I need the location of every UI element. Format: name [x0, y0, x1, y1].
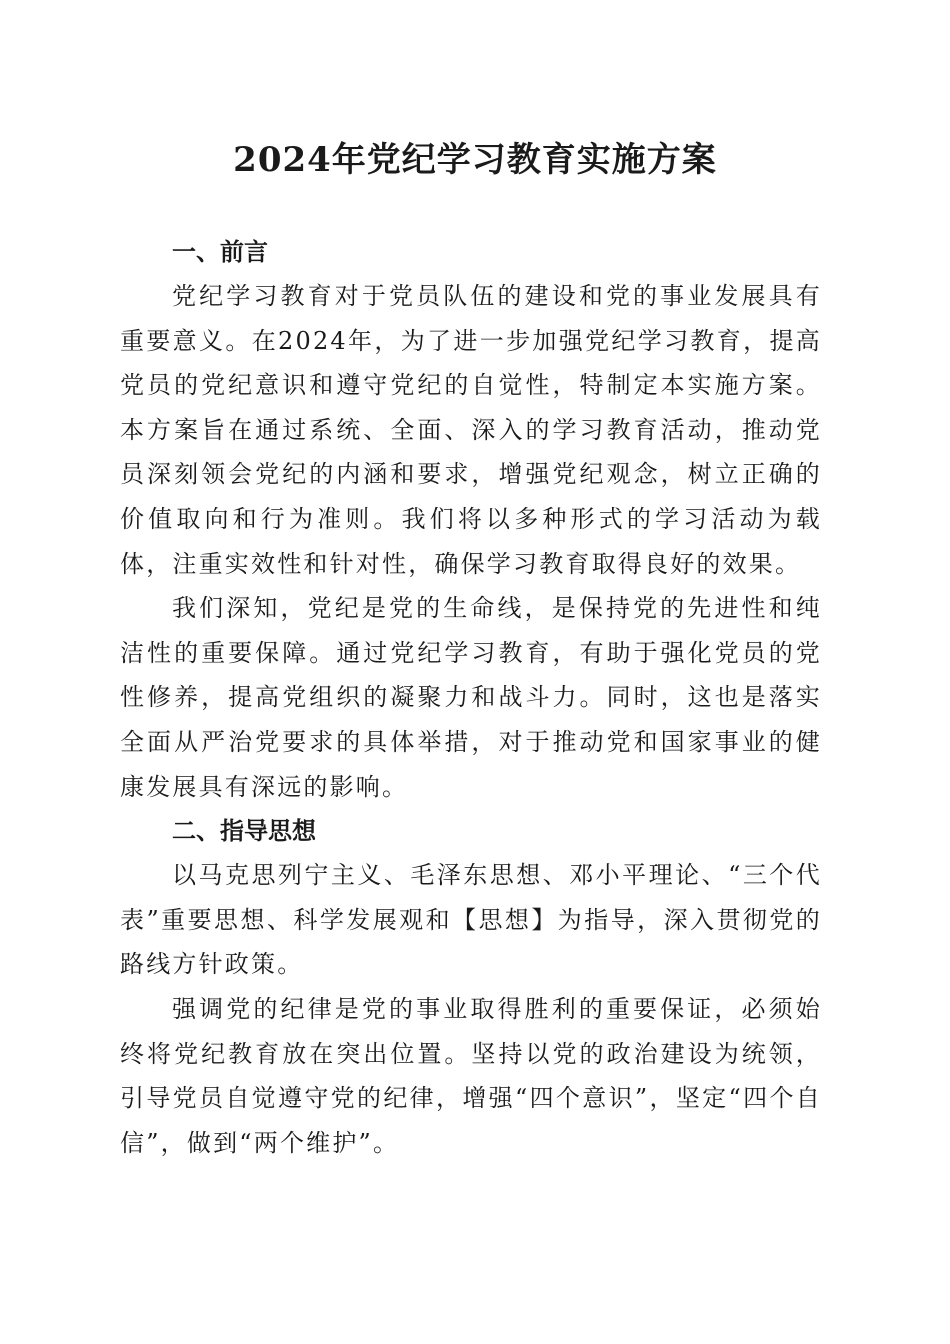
- section-heading-guiding-thought: 二、指导思想: [172, 817, 316, 846]
- paragraph: 强调党的纪律是党的事业取得胜利的重要保证，必须始终将党纪教育放在突出位置。坚持以党的政治建设为统领，引导党员自觉遵守党的纪律，增强“四个意识”，坚定“四个自信”，做到“两个维护”。: [120, 994, 822, 1157]
- section-heading-preface: 一、前言: [172, 238, 268, 266]
- paragraph: 以马克思列宁主义、毛泽东思想、邓小平理论、“三个代表”重要思想、科学发展观和【思想】为指导，深入贯彻党的路线方针政策。: [120, 861, 822, 979]
- paragraph: 党纪学习教育对于党员队伍的建设和党的事业发展具有重要意义。在2024年，为了进一步加强党纪学习教育，提高党员的党纪意识和遵守党纪的自觉性，特制定本实施方案。本方案旨在通过系统、全面、深入的学习教育活动，推动党员深刻领会党纪的内涵和要求，增强党纪观念，树立正确的价值取向和行为准则。我们将以多种形式的学习活动为载体，注重实效性和针对性，确保学习教育取得良好的效果。: [120, 282, 822, 578]
- document-title: 2024年党纪学习教育实施方案: [233, 140, 717, 180]
- paragraph: 我们深知，党纪是党的生命线，是保持党的先进性和纯洁性的重要保障。通过党纪学习教育，有助于强化党员的党性修养，提高党组织的凝聚力和战斗力。同时，这也是落实全面从严治党要求的具体举措，对于推动党和国家事业的健康发展具有深远的影响。: [120, 594, 822, 801]
- document-body: [120, 230, 822, 1165]
